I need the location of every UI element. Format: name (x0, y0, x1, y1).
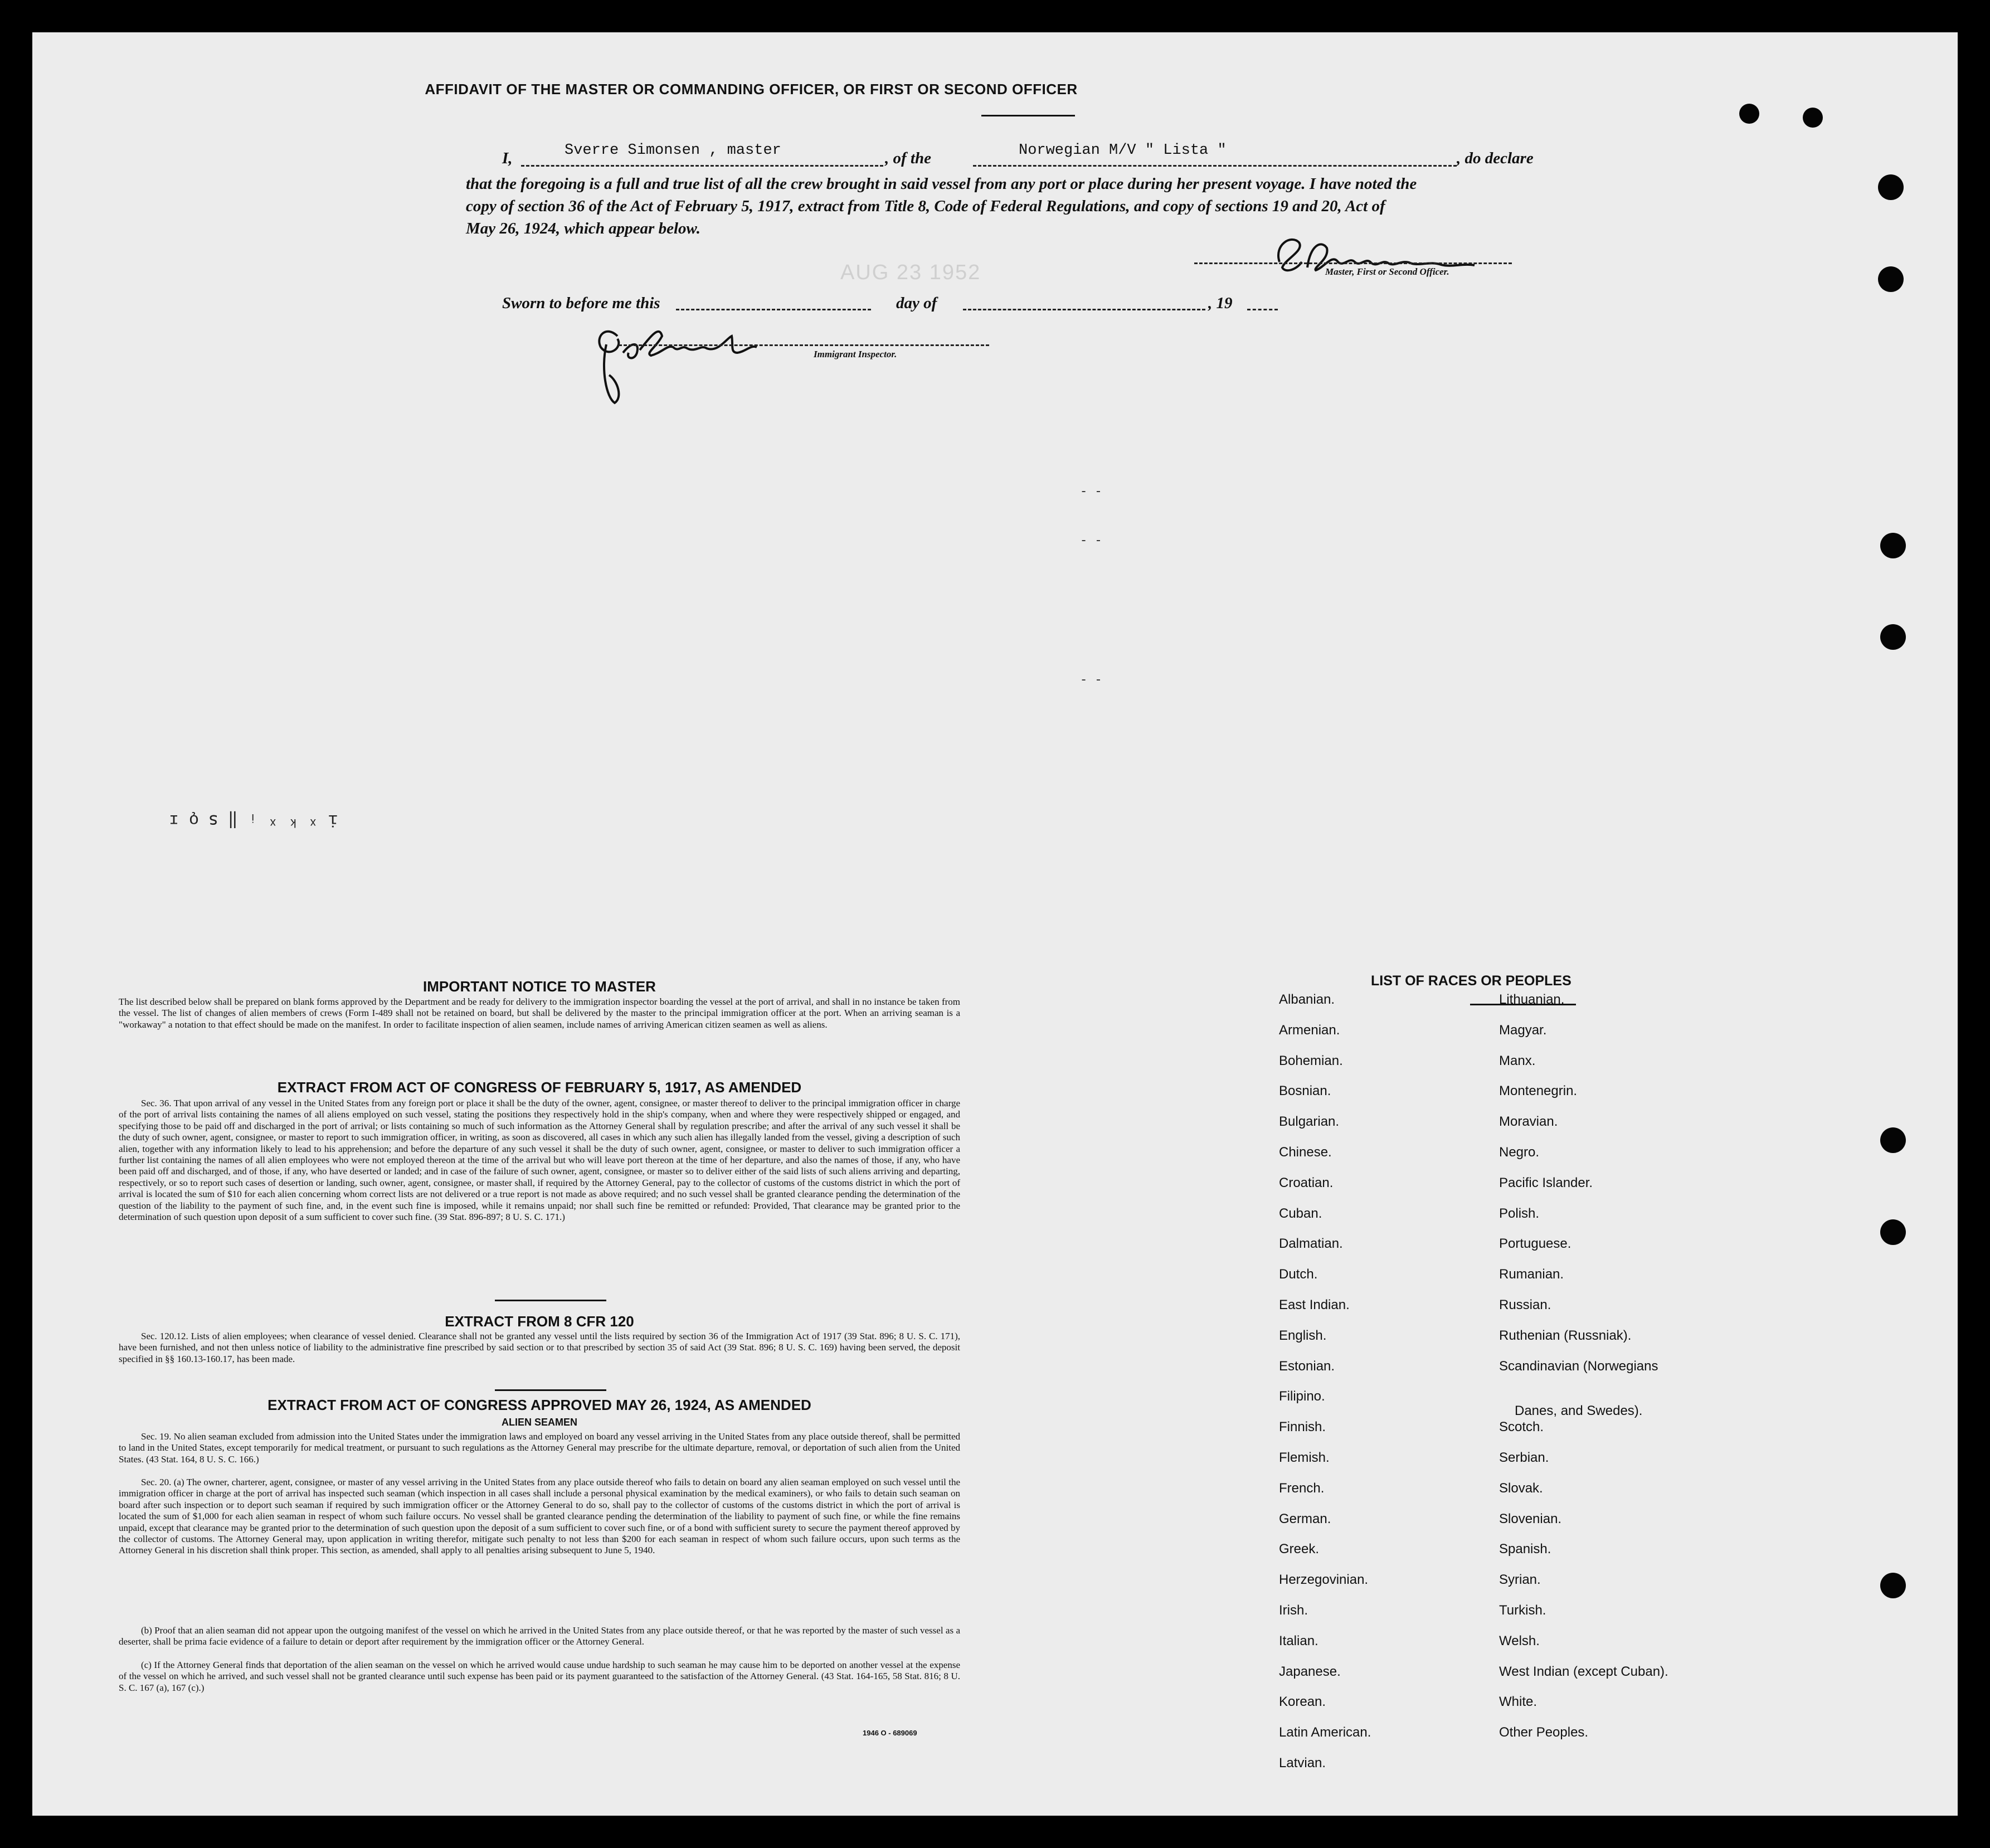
sworn-label: Sworn to before me this (502, 294, 660, 312)
race-item: Portuguese. (1499, 1236, 1571, 1252)
race-item: Latin American. (1279, 1725, 1371, 1740)
race-item: East Indian. (1279, 1297, 1350, 1312)
inspector-signature-line (619, 344, 989, 346)
punch-hole (1880, 1127, 1906, 1153)
inspector-caption: Immigrant Inspector. (814, 349, 897, 359)
do-declare-label: , do declare (1457, 149, 1534, 167)
race-item: Other Peoples. (1499, 1725, 1589, 1740)
race-item: Syrian. (1499, 1572, 1541, 1588)
race-item: Bosnian. (1279, 1083, 1331, 1099)
race-item: Slovenian. (1499, 1511, 1562, 1526)
extract-1924-sec20c: (c) If the Attorney General finds that deportation of the alien seaman on the vessel on which he arrived would cause undue hardship to such seaman he may cause him to be deported on another vessel at the expense of the vessel on which he arrived, and such vessel shall not be granted clearance until such expense has been paid or its payment guaranteed to the satisfaction of the Attorney General. (43 Stat. 164-165, 58 Stat. 816; 8 U. S. C. 167 (a), 167 (c).) (119, 1660, 960, 1693)
race-item: Manx. (1499, 1053, 1536, 1068)
punch-hole (1739, 104, 1759, 124)
race-item: French. (1279, 1480, 1325, 1496)
race-item: Welsh. (1499, 1633, 1540, 1648)
extract-cfr-title: EXTRACT FROM 8 CFR 120 (445, 1313, 634, 1330)
race-item: Greek. (1279, 1541, 1320, 1557)
extract-1924-subtitle: ALIEN SEAMEN (501, 1417, 577, 1428)
race-item: Ruthenian (Russniak). (1499, 1327, 1632, 1343)
punch-hole (1880, 1219, 1906, 1245)
margin-dash-mark: - - (1080, 534, 1102, 548)
extract-1924-sec20a: Sec. 20. (a) The owner, charterer, agent, consignee, or master of any vessel arriving in the United States from any place outside thereof who fails to detain on board any alien seaman employed on such vessel until the immigration officer in charge at the port of arrival has inspected such seaman (which inspection in all cases shall include a personal physical examination by the medical examiners), or who fails to detain such seaman on board after such inspection or to deport such seaman if required by such immigration officer or the Attorney General to do so, shall pay to the collector of customs of the customs district in which the port of arrival is located the sum of $1,000 for each alien seaman in respect of whom such failure occurs. No vessel shall be granted clearance pending the determination of the liability to payment of such fine, or while the fine remains unpaid, except that clearance may be granted prior to the determination of such question upon the deposit of a sum sufficient to cover such fine, or of a bond with sufficient surety to secure the payment thereof approved by the collector of customs. The Attorney General may, upon application in writing therefor, mitigate such penalty to not less than $200 for each seaman in respect of whom such failure occurs, upon such terms as the Attorney General in his discretion shall think proper. This section, as amended, shall apply to all penalties arising subsequent to June 5, 1940. (119, 1477, 960, 1556)
vessel-line (973, 165, 1457, 167)
master-caption: Master, First or Second Officer. (1325, 266, 1449, 277)
race-item: Croatian. (1279, 1175, 1334, 1190)
punch-hole (1880, 1573, 1906, 1598)
sworn-day-line (676, 309, 871, 310)
race-item: Polish. (1499, 1205, 1540, 1221)
race-item: German. (1279, 1511, 1331, 1526)
punch-hole (1880, 533, 1906, 558)
print-code: 1946 O - 689069 (863, 1729, 917, 1737)
race-item: Dutch. (1279, 1267, 1318, 1282)
races-title: LIST OF RACES OR PEOPLES (1371, 973, 1571, 989)
race-item: Finnish. (1279, 1419, 1326, 1435)
race-item: Korean. (1279, 1694, 1326, 1710)
title-underline (981, 115, 1075, 116)
day-of-label: day of (896, 294, 937, 312)
race-item: Montenegrin. (1499, 1083, 1578, 1099)
declaration-line-2: copy of section 36 of the Act of February 5, 1917, extract from Title 8, Code of Federal Regulations, and copy of sections 19 and 20, Act of (466, 197, 1385, 215)
extract-1924-sec19: Sec. 19. No alien seaman excluded from admission into the United States under the immigration laws and employed on board any vessel arriving in the United States from any place outside thereof, shall be permitted to land in the United States, except temporarily for medical treatment, or pursuant to such regulations as the Attorney General may prescribe for the ultimate departure, removal, or deportation of such alien from the United States. (43 Stat. 164, 8 U. S. C. 166.) (119, 1431, 960, 1465)
master-name-field: Sverre Simonsen , master (565, 142, 781, 159)
race-item: Dalmatian. (1279, 1236, 1343, 1252)
race-item: Rumanian. (1499, 1267, 1564, 1282)
vessel-field: Norwegian M/V " Lista " (1019, 142, 1227, 159)
inspector-signature (584, 314, 818, 417)
race-item: Latvian. (1279, 1755, 1326, 1771)
race-item: Bulgarian. (1279, 1114, 1340, 1130)
race-item: Flemish. (1279, 1450, 1330, 1465)
race-item: White. (1499, 1694, 1537, 1710)
master-name-line (521, 165, 883, 167)
race-item: English. (1279, 1327, 1327, 1343)
race-item: Cuban. (1279, 1205, 1322, 1221)
race-item: Serbian. (1499, 1450, 1549, 1465)
race-item: Filipino. (1279, 1389, 1325, 1404)
section-divider (495, 1300, 606, 1301)
race-item: Herzegovinian. (1279, 1572, 1369, 1588)
race-item: Armenian. (1279, 1022, 1340, 1038)
margin-dash-mark: - - (1080, 485, 1102, 499)
of-the-label: , of the (885, 149, 931, 167)
race-item: Scandinavian (Norwegians (1499, 1358, 1658, 1374)
notice-title: IMPORTANT NOTICE TO MASTER (423, 978, 656, 995)
extract-1917-title: EXTRACT FROM ACT OF CONGRESS OF FEBRUARY 5, 1917, AS AMENDED (277, 1079, 802, 1096)
year-label: , 19 (1208, 294, 1233, 312)
i-label: I, (502, 149, 513, 167)
race-item: Pacific Islander. (1499, 1175, 1593, 1190)
sworn-month-line (963, 309, 1205, 310)
race-item: Chinese. (1279, 1145, 1332, 1160)
race-item: Russian. (1499, 1297, 1551, 1312)
sworn-year-line (1247, 309, 1278, 310)
race-item: Spanish. (1499, 1541, 1551, 1557)
race-item: Slovak. (1499, 1480, 1543, 1496)
race-item: Turkish. (1499, 1603, 1546, 1618)
punch-hole (1803, 108, 1823, 128)
race-item: Japanese. (1279, 1664, 1341, 1679)
punch-hole (1878, 266, 1904, 292)
race-item: Albanian. (1279, 992, 1335, 1007)
declaration-line-1: that the foregoing is a full and true list of all the crew brought in said vessel from any port or place during her present voyage. I have noted the (466, 175, 1417, 193)
document-page (32, 32, 1958, 1816)
master-signature-line (1194, 262, 1512, 264)
race-item: Negro. (1499, 1145, 1540, 1160)
declaration-line-3: May 26, 1924, which appear below. (466, 220, 701, 237)
notice-text: The list described below shall be prepared on blank forms approved by the Department and be ready for delivery to the immigration inspector boarding the vessel at the port of arrival, and shall in no instance be taken from the vessel. The list of changes of alien members of crews (Form I-489 shall not be retained on board, but shall be delivered by the master to the principal immigration officer at the port. When an arriving seaman is a "workaway" a notation to that effect should be made on the manifest. In order to facilitate inspection of alien seamen, include names of arriving American citizen seamen as well as aliens. (119, 996, 960, 1030)
extract-1924-title: EXTRACT FROM ACT OF CONGRESS APPROVED MAY 26, 1924, AS AMENDED (267, 1397, 811, 1413)
race-item: Scotch. (1499, 1419, 1544, 1435)
race-item: Lithuanian. (1499, 992, 1565, 1007)
race-item: Bohemian. (1279, 1053, 1343, 1068)
affidavit-title: AFFIDAVIT OF THE MASTER OR COMMANDING OFFICER, OR FIRST OR SECOND OFFICER (425, 81, 1078, 98)
extract-1924-sec20b: (b) Proof that an alien seaman did not appear upon the outgoing manifest of the vessel on which he arrived in the United States from any place outside thereof, or that he was reported by the master of such vessel as a deserter, shall be prima facie evidence of a failure to detain or deport after requirement by the immigration officer or the Attorney General. (119, 1625, 960, 1647)
extract-1917-text: Sec. 36. That upon arrival of any vessel in the United States from any foreign port or place it shall be the duty of the owner, agent, consignee, or master thereof to deliver to the principal immigration officer in charge of the port of arrival lists containing the names of all aliens employed on such vessel, stating the positions they respectively hold in the ship's company, when and where they were respectively shipped or engaged, and specifying those to be paid off and discharged in the port of arrival; or lists containing so much of such information as the Attorney General shall by regulation prescribe; and after the arrival of any such vessel it shall be the duty of such owner, agent, consignee, or master to report to such immigration officer, in writing, as soon as discovered, all cases in which any such alien has illegally landed from the vessel, giving a description of such alien, together with any information likely to lead to his apprehension; and before the departure of any such vessel it shall be the duty of such owner, agent, consignee, or master to deliver to such immigration officer a further list containing the names of all alien employees who were not employed thereon at the time of the arrival but who will leave port thereon at the time of her departure, and also the names of those, if any, who have been paid off and discharged, and of those, if any, who have deserted or landed; and in case of the failure of such owner, agent, consignee, or master so to deliver either of the said lists of such aliens arriving and departing, respectively, or so to report such cases of desertion or landing, such owner, agent, consignee, or master shall, if required by the Attorney General, pay to the collector of customs of the customs district in which the port of arrival is located the sum of $10 for each alien concerning whom correct lists are not delivered or a true report is not made as above required; and no such vessel shall be granted clearance pending the determination of the question of the liability to the payment of such fine, and, in the event such fine is imposed, while it remains unpaid; nor shall such fine be remitted or refunded: Provided, That clearance may be granted prior to the determination of such question upon deposit of a sum sufficient to cover such fine. (39 Stat. 896-897; 8 U. S. C. 171.) (119, 1098, 960, 1223)
race-item: Estonian. (1279, 1358, 1335, 1374)
punch-hole (1880, 624, 1906, 650)
handwritten-marks: i ˣ ᵏ ˣ ᵢ ‖ ꜱ ǫ ɪ (169, 810, 338, 829)
extract-cfr-text: Sec. 120.12. Lists of alien employees; when clearance of vessel denied. Clearance shall not be granted any vessel until the lists required by section 36 of the Immigration Act of 1917 (39 Stat. 896; 8 U. S. C. 171), have been furnished, and not then unless notice of liability to the administrative fine prescribed by said section or to that prescribed by section 35 of said Act (39 Stat. 896; 8 U. S. C. 169) having been served, the deposit specified in §§ 160.13-160.17, has been made. (119, 1331, 960, 1364)
race-item: West Indian (except Cuban). (1499, 1664, 1668, 1679)
race-item: Italian. (1279, 1633, 1318, 1648)
race-item: Danes, and Swedes). (1515, 1403, 1643, 1419)
margin-dash-mark: - - (1080, 673, 1102, 687)
punch-hole (1878, 174, 1904, 200)
race-item: Moravian. (1499, 1114, 1558, 1130)
date-stamp: AUG 23 1952 (840, 261, 981, 284)
section-divider (495, 1389, 606, 1391)
race-item: Magyar. (1499, 1022, 1547, 1038)
race-item: Irish. (1279, 1603, 1308, 1618)
